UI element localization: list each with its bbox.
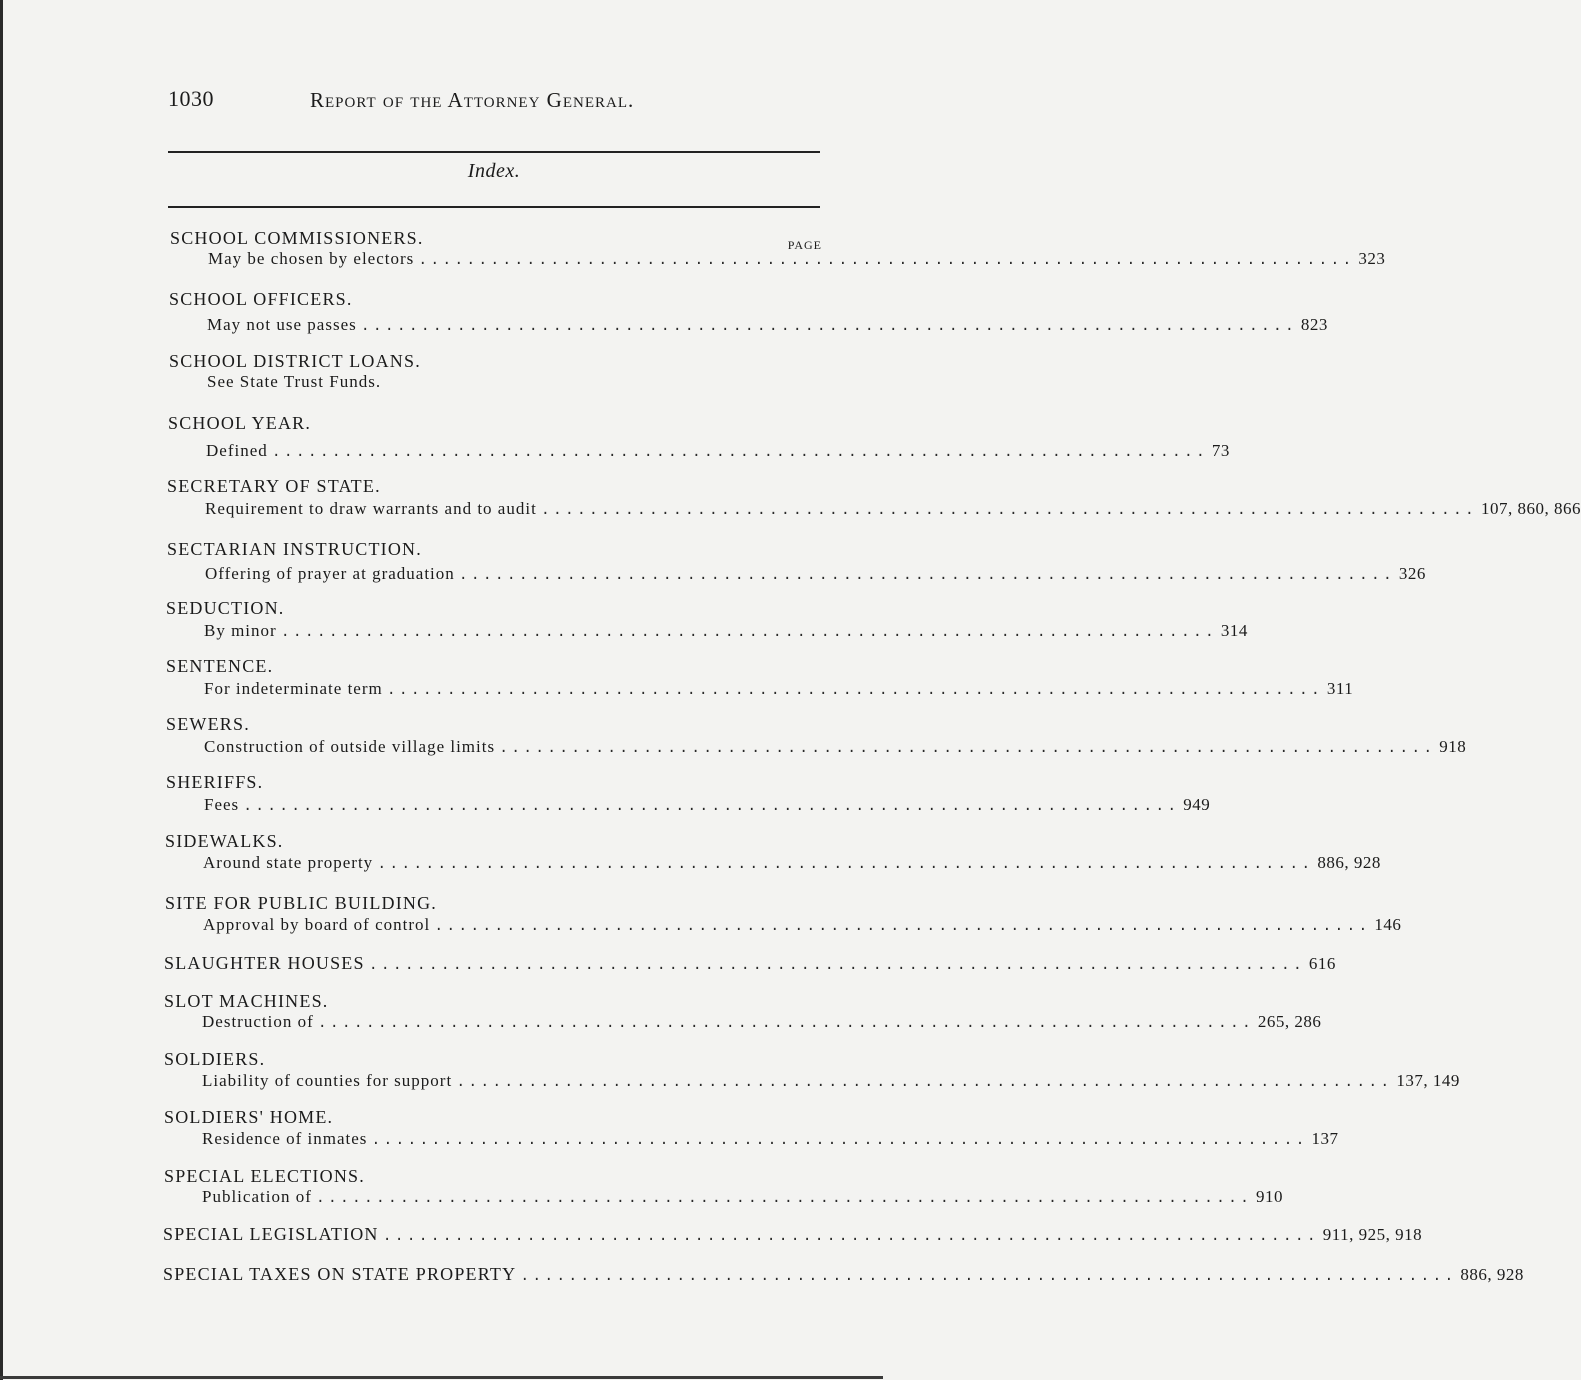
entry-pages: 107, 860, 866 — [1480, 499, 1581, 518]
dot-leader: .............................................................................. — [434, 918, 1371, 935]
entry-pages: 823 — [1300, 315, 1328, 334]
entry-heading: SCHOOL YEAR. — [168, 413, 312, 433]
entry-pages: 265, 286 — [1257, 1012, 1322, 1031]
entry-heading: SCHOOL OFFICERS. — [169, 289, 353, 309]
dot-leader: .............................................................................. — [271, 444, 1208, 461]
entry-heading: SLAUGHTER HOUSES — [164, 953, 365, 973]
entry-heading: SIDEWALKS. — [165, 831, 284, 851]
entry-heading: SPECIAL TAXES ON STATE PROPERTY — [163, 1264, 517, 1284]
entry-heading: SOLDIERS' HOME. — [164, 1107, 334, 1127]
entry-pages: 146 — [1374, 915, 1402, 934]
header-rule-top — [168, 151, 820, 153]
entry-pages: 73 — [1211, 441, 1230, 460]
entry-subtopic: See State Trust Funds. — [207, 372, 382, 391]
page-column-label: PAGE — [787, 238, 822, 252]
entry-subtopic: May not use passes — [207, 315, 357, 334]
entry-pages: 910 — [1255, 1187, 1283, 1206]
entry-heading: SEDUCTION. — [166, 598, 285, 618]
entry-heading: SECRETARY OF STATE. — [167, 476, 381, 496]
entry-heading: SITE FOR PUBLIC BUILDING. — [165, 893, 438, 913]
entry-subtopic: By minor — [204, 621, 277, 640]
dot-leader: .............................................................................. — [540, 502, 1477, 519]
entry-pages: 911, 925, 918 — [1322, 1225, 1423, 1244]
dot-leader: .............................................................................. — [458, 567, 1395, 584]
entry-heading: SOLDIERS. — [164, 1049, 266, 1069]
entry-subtopic: Construction of outside village limits — [204, 737, 496, 756]
entry-subtopic: Approval by board of control — [203, 915, 431, 934]
entry-subtopic: For indeterminate term — [204, 679, 383, 698]
section-title: Index. — [467, 160, 521, 182]
entry-subtopic: Liability of counties for support — [202, 1071, 453, 1090]
entry-heading: SCHOOL COMMISSIONERS. — [170, 228, 424, 248]
entry-subtopic: May be chosen by electors — [208, 249, 415, 268]
entry-pages: 137 — [1311, 1129, 1339, 1148]
dot-leader: .............................................................................. — [280, 624, 1217, 641]
dot-leader: .............................................................................. — [456, 1074, 1393, 1091]
page-bottom-edge — [0, 1376, 883, 1379]
entry-pages: 886, 928 — [1317, 853, 1381, 872]
dot-leader: .............................................................................. — [360, 318, 1297, 335]
entry-subtopic: Residence of inmates — [202, 1129, 368, 1148]
dot-leader: .............................................................................. — [386, 682, 1323, 699]
dot-leader: .............................................................................. — [243, 798, 1180, 815]
entry-pages: 323 — [1358, 249, 1386, 268]
entry-heading: SPECIAL LEGISLATION — [163, 1224, 379, 1244]
page-header — [168, 84, 820, 116]
entry-subtopic: Offering of prayer at graduation — [205, 564, 455, 583]
entry-pages: 314 — [1220, 621, 1248, 640]
entry-subtopic: Defined — [206, 441, 268, 460]
entry-heading: SPECIAL ELECTIONS. — [164, 1166, 365, 1186]
entry-subtopic: Around state property — [203, 853, 374, 872]
entry-pages: 137, 149 — [1396, 1071, 1460, 1090]
dot-leader: .............................................................................. — [418, 252, 1355, 269]
dot-leader: .............................................................................. — [317, 1015, 1254, 1032]
entry-pages: 311 — [1326, 679, 1354, 698]
page-binding-edge — [0, 0, 3, 1380]
dot-leader: .............................................................................. — [371, 1132, 1308, 1149]
entry-pages: 326 — [1398, 564, 1426, 583]
page-number: 1030 — [168, 86, 214, 111]
entry-heading: SENTENCE. — [166, 656, 274, 676]
entry-heading: SHERIFFS. — [166, 772, 264, 792]
entry-subtopic: Destruction of — [202, 1012, 314, 1031]
entry-pages: 918 — [1439, 737, 1467, 756]
dot-leader: .............................................................................. — [382, 1228, 1319, 1245]
dot-leader: .............................................................................. — [377, 856, 1314, 873]
running-title: Report of the Attorney General. — [310, 88, 635, 112]
dot-leader: .............................................................................. — [499, 740, 1436, 757]
entry-heading: SECTARIAN INSTRUCTION. — [167, 539, 422, 559]
entry-pages: 886, 928 — [1460, 1265, 1524, 1284]
entry-heading: SCHOOL DISTRICT LOANS. — [169, 351, 421, 371]
dot-leader: .............................................................................. — [315, 1190, 1252, 1207]
dot-leader: .............................................................................. — [368, 957, 1305, 974]
entry-subtopic: Requirement to draw warrants and to audit — [205, 499, 537, 518]
entry-pages: 616 — [1308, 954, 1336, 973]
entry-subtopic: Publication of — [202, 1187, 312, 1206]
entry-heading: SEWERS. — [166, 714, 250, 734]
header-rule-bottom — [168, 206, 820, 208]
dot-leader: .............................................................................. — [520, 1268, 1457, 1285]
entry-heading: SLOT MACHINES. — [164, 991, 329, 1011]
entry-pages: 949 — [1183, 795, 1211, 814]
entry-subtopic: Fees — [204, 795, 240, 814]
